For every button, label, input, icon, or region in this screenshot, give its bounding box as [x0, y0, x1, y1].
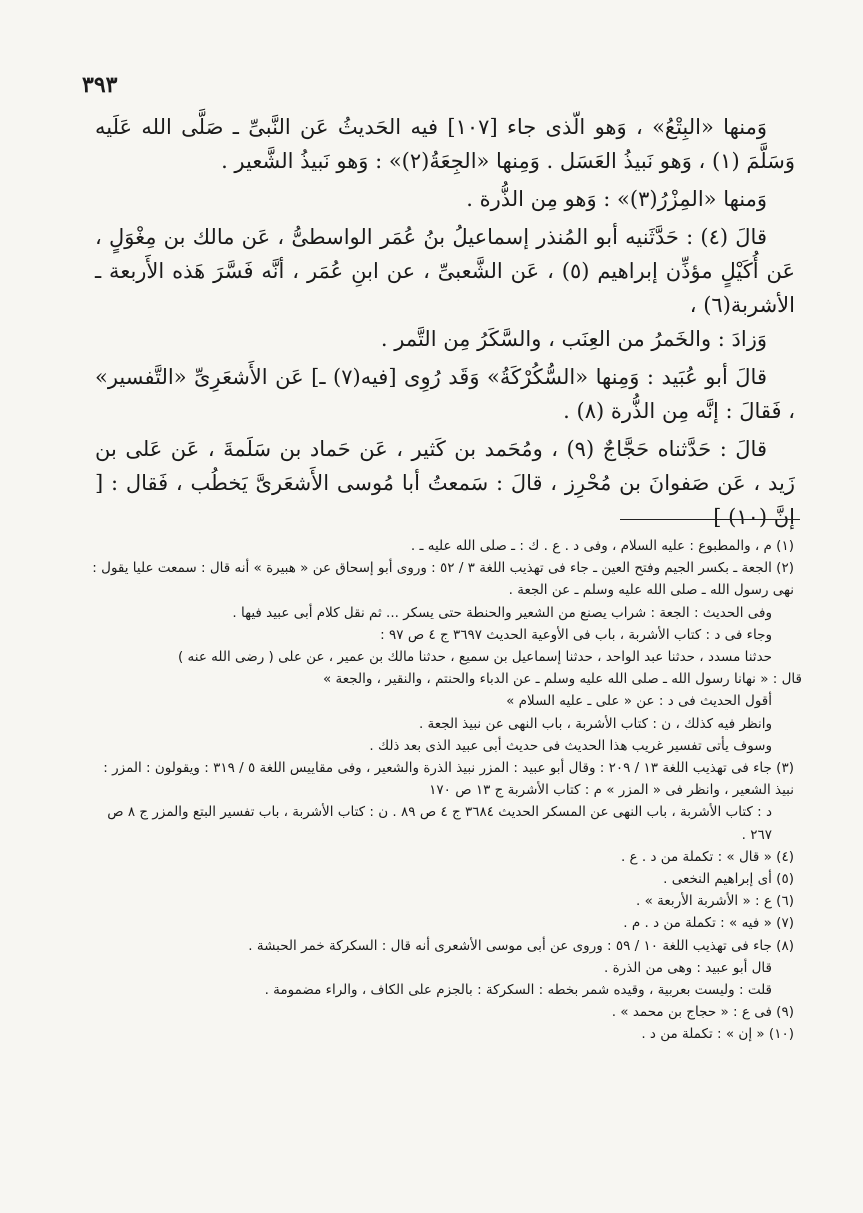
page-number: ٣٩٣ — [82, 72, 118, 98]
footnote-separator — [620, 519, 800, 520]
paragraph-2: وَمنها «المِزْرُ(٣)» : وَهو مِن الذُّرة . — [466, 187, 767, 211]
footnote-1: (١) م ، والمطبوع : عليه السلام ، وفى د . ع . ك : ـ صلى الله عليه ـ . — [410, 538, 794, 554]
footnote-2-cont: وجاء فى د : كتاب الأشربة ، باب فى الأوعية الحديث ٣٦٩٧ ج ٤ ص ٩٧ : — [380, 626, 772, 643]
footnote-2-cont: وسوف يأتى تفسير غريب هذا الحديث فى حديث أبى عبيد الذى بعد ذلك . — [369, 737, 772, 754]
footnote-3-cont: د : كتاب الأشربة ، باب النهى عن المسكر الحديث ٣٦٨٤ ج ٤ ص ٨٩ . ن : كتاب الأشربة ، باب تفسير البتع والمزر ج ٨ ص ٢٦٧ . — [107, 804, 772, 843]
footnote-9: (٩) فى ع : « حجاج بن محمد » . — [611, 1004, 794, 1021]
footnote-8-cont: قلت : وليست بعربية ، وقيده شمر بخطه : السكركة : بالجزم على الكاف ، والراء مضمومة . — [264, 982, 772, 999]
footnote-2-cont: وانظر فيه كذلك ، ن : كتاب الأشربة ، باب النهى عن نبيذ الجعة . — [418, 715, 772, 732]
paragraph-6: قالَ : حَدَّثناه حَجَّاجٌ (٩) ، ومُحَمد بن كَثير ، عَن حَماد بن سَلَمةَ ، عَن عَلى بن زَيد ، عَن صَفوانَ بن مُحْرِز ، قالَ : سَمعتُ أبا مُوسى الأَشعَرىَّ يَخطُب ، فَقال : [ إنَّ (١٠) ] — [95, 437, 796, 529]
footnote-8-cont: قال أبو عبيد : وهى من الذرة . — [604, 959, 772, 976]
footnote-2-cont: أقول الحديث فى د : عن « على ـ عليه السلام » — [506, 693, 772, 710]
main-text — [95, 110, 795, 534]
footnote-2: (٢) الجعة ـ بكسر الجيم وفتح العين ـ جاء فى تهذيب اللغة ٣ / ٥٢ : وروى أبو إسحاق عن « هبيرة » أنه قال : سمعت عليا يقول : نهى رسول الله ـ صلى الله عليه وسلم ـ عن الجعة . — [92, 560, 794, 599]
footnote-2-cont: قال : « نهانا رسول الله ـ صلى الله عليه وسلم ـ عن الدباء والحنتم ، والنقير ، والجعة » — [322, 671, 802, 688]
paragraph-3: قالَ (٤) : حَدَّثَنيه أبو المُنذر إسماعيلُ بنُ عُمَر الواسطىُّ ، عَن مالك بن مِغْوَلٍ ، عَن أُكَيْلٍ مؤذِّن إبراهيم (٥) ، عَن الشَّعبىِّ ، عن ابنِ عُمَر ، أنَّه فَسَّرَ هَذه الأَربعة ـ الأشربة(٦) ، — [95, 225, 796, 317]
footnote-3: (٣) جاء فى تهذيب اللغة ١٣ / ٢٠٩ : وقال أبو عبيد : المزر نبيذ الذرة والشعير ، وفى مقاييس اللغة ٥ / ٣١٩ : ويقولون : المزر : نبيذ الشعير ، وانظر فى « المزر » م : كتاب الأشربة ج ١٣ ص ١٧٠ — [103, 760, 794, 799]
footnote-10: (١٠) « إن » : تكملة من د . — [641, 1026, 794, 1043]
footnotes — [90, 535, 802, 1046]
footnote-4: (٤) « قال » : تكملة من د . ع . — [620, 848, 794, 865]
footnote-2-cont: وفى الحديث : الجعة : شراب يصنع من الشعير والحنطة حتى يسكر ... ثم نقل كلام أبى عبيد فيها . — [232, 604, 772, 621]
footnote-8: (٨) جاء فى تهذيب اللغة ١٠ / ٥٩ : وروى عن أبى موسى الأشعرى أنه قال : السكركة خمر الحبشة . — [248, 937, 794, 954]
footnote-2-cont: حدثنا مسدد ، حدثنا عبد الواحد ، حدثنا إسماعيل بن سميع ، حدثنا مالك بن عمير ، عن على ( رضى الله عنه ) — [177, 649, 772, 666]
paragraph-1: وَمنها «البِتْعُ» ، وَهو الّذى جاء [١٠٧] فيه الحَديثُ عَن النَّبىِّ ـ صَلَّى الله عَلَيه وَسَلَّمَ (١) ، وَهو نَبيذُ العَسَل . وَمِنها «الجِعَةُ(٢)» : وَهو نَبيذُ الشَّعير . — [95, 115, 795, 173]
paragraph-5: قالَ أبو عُبَيد : وَمِنها «السُّكُرْكَةُ» وَقَد رُوِى [فيه(٧) ـ] عَن الأَشعَرِىِّ «التَّفسير» ، فَقالَ : إنَّه مِن الذُّرة (٨) . — [95, 365, 795, 423]
footnote-6: (٦) ع : « الأشربة الأربعة » . — [636, 893, 794, 910]
footnote-7: (٧) « فيه » : تكملة من د . م . — [623, 915, 794, 932]
footnote-5: (٥) أى إبراهيم النخعى . — [663, 871, 794, 888]
paragraph-4: وَزادَ : والخَمرُ من العِنَب ، والسَّكَرُ مِن التَّمر . — [380, 327, 767, 351]
